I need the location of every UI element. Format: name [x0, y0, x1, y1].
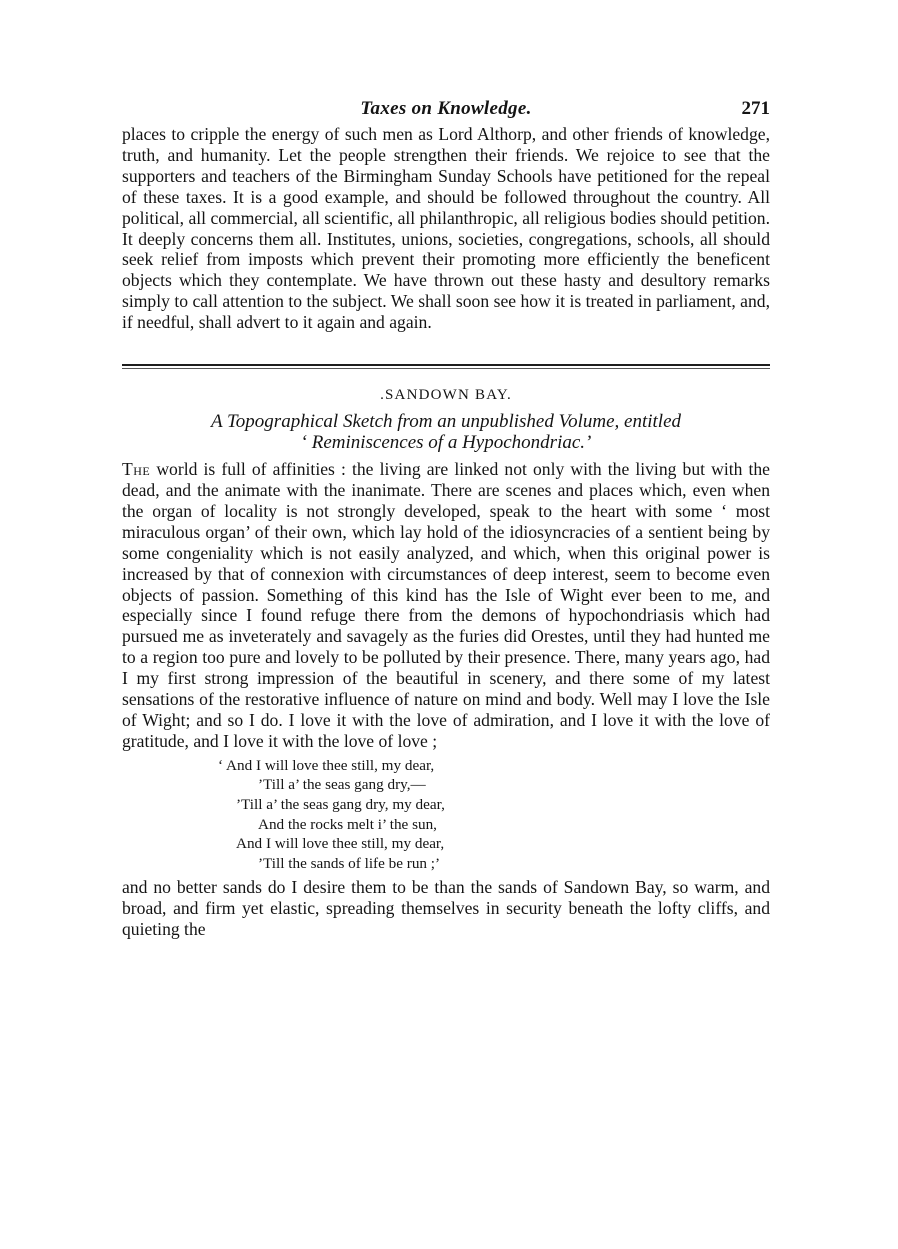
lead-word: The	[122, 459, 151, 480]
verse-line: And the rocks melt i’ the sun,	[258, 815, 437, 833]
verse-line: ‘ And I will love thee still, my dear,	[218, 756, 435, 774]
running-head	[122, 98, 770, 124]
section-divider	[122, 364, 770, 369]
previous-article-paragraph: places to cripple the energy of such men as Lord Althorp, and other friends of knowledge, truth, and humanity. Let the people strengthen their friends. We rejoice to see that the supporters and teachers of the Birmingham Sunday Schools have petitioned for the repeal of these taxes. It is a good example, and should be followed throughout the country. All political, all commercial, all scientific, all philanthropic, all religious bodies should petition. It deeply concerns them all. Institutes, unions, societies, congregations, schools, all should seek relief from imposts which prevent their promoting more efficiently the beneficent objects which they contemplate. We have thrown out these hasty and desultory remarks simply to call attention to the subject. We shall soon see how it is treated in parliament, and, if needful, shall advert to it again and again.	[122, 124, 770, 333]
article-title: .SANDOWN BAY.	[380, 387, 512, 404]
article-subtitle	[122, 411, 770, 453]
article-paragraph-1	[122, 459, 770, 752]
running-title: Taxes on Knowledge.	[360, 98, 532, 119]
verse-line: ’Till a’ the seas gang dry,—	[258, 776, 426, 794]
verse-quotation	[218, 756, 770, 874]
verse-line: And I will love thee still, my dear,	[236, 835, 445, 853]
page-number: 271	[741, 98, 770, 119]
article-subtitle-line-1: A Topographical Sketch from an unpublished Volume, entitled	[210, 411, 682, 433]
verse-line: ’Till the sands of life be run ;’	[258, 854, 441, 872]
article-paragraph-1-text: world is full of affinities : the living are linked not only with the living but with the dead, and the animate with the inanimate. There are scenes and places which, even when the organ of locality is not strongly developed, speak to the heart with some ‘ most miraculous organ’ of their own, which lay hold of the idiosyncracies of a sentient being by some congeniality which is not easily analyzed, and which, when this original power is increased by that of connexion with circumstances of deep interest, seem to become even objects of passion. Something of this kind has the Isle of Wight ever been to me, and especially since I found refuge there from the demons of hypochondriasis which had pursued me as inveterately and savagely as the furies did Orestes, until they had hunted me to a region too pure and lovely to be polluted by their presence. There, many years ago, had I my first strong impression of the beautiful in scenery, and there some of my latest sensations of the restorative influence of nature on mind and body. Well may I love the Isle of Wight; and so I do. I love it with the love of admiration, and I love it with the love of gratitude, and I love it with the love of love ;	[122, 459, 770, 751]
verse-line: ’Till a’ the seas gang dry, my dear,	[236, 795, 445, 813]
article-paragraph-2: and no better sands do I desire them to be than the sands of Sandown Bay, so warm, and broad, and firm yet elastic, spreading themselves in security beneath the lofty cliffs, and quieting the	[122, 877, 770, 940]
article-subtitle-line-2: ‘ Reminiscences of a Hypochondriac.’	[300, 432, 592, 454]
book-page	[122, 98, 770, 940]
